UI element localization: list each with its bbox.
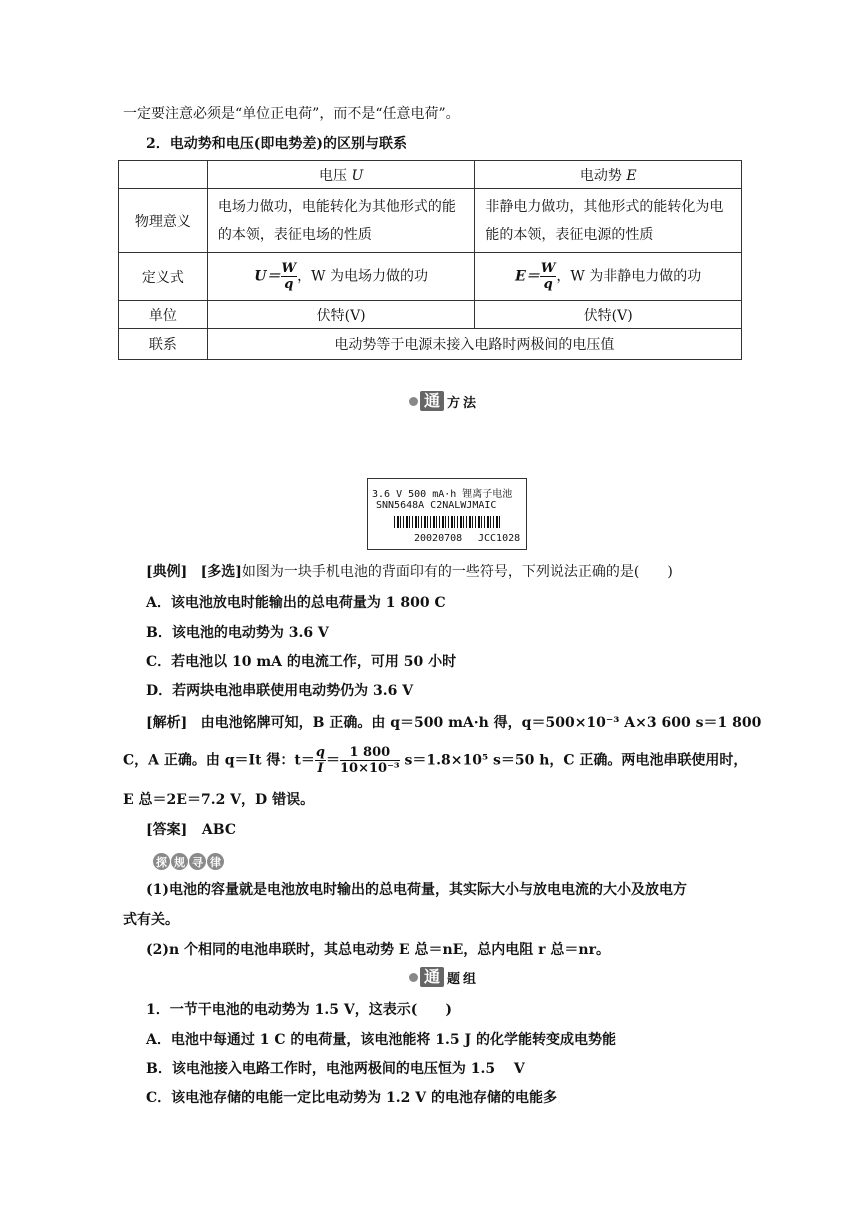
method-badge: 通 方法 — [409, 391, 479, 411]
exercise-question: 1．一节干电池的电动势为 1.5 V，这表示( ) — [146, 1002, 452, 1018]
option-a: A．该电池放电时能输出的总电荷量为 1 800 C — [146, 595, 446, 611]
barcode-icon — [394, 516, 500, 528]
exercise-option-a: A．电池中每通过 1 C 的电荷量，该电池能将 1.5 J 的化学能转变成电势能 — [146, 1032, 616, 1048]
emf-meaning: 非静电力做功，其他形式的能转化为电能的本领，表征电源的性质 — [475, 189, 742, 253]
answer-line: [答案] ABC — [146, 822, 236, 838]
fraction: $\frac{q}{I}$ — [315, 745, 325, 776]
intro-line: 一定要注意必须是“单位正电荷”，而不是“任意电荷”。 — [123, 106, 460, 122]
bullet-icon — [409, 973, 418, 982]
group-badge: 通 题组 — [409, 967, 479, 987]
battery-spec: 3.6 V 500 mA·h 锂离子电池 — [372, 489, 513, 500]
rule-text: (2)n 个相同的电池串联时，其总电动势 E 总＝nE，总内电阻 r 总＝nr。 — [146, 942, 610, 958]
battery-code: JCC1028 — [478, 533, 521, 544]
table-row — [119, 329, 742, 360]
option-d: D．若两块电池串联使用电动势仍为 3.6 V — [146, 683, 414, 699]
row-label: 定义式 — [119, 253, 208, 301]
header-emf: 电动势 E — [475, 161, 742, 189]
row-label: 物理意义 — [119, 189, 208, 253]
table-corner-cell — [119, 161, 208, 189]
row-label: 单位 — [119, 301, 208, 329]
battery-serial: SNN5648A C2NALWJMAIC — [376, 500, 497, 511]
battery-label-image — [367, 478, 527, 550]
row-label: 联系 — [119, 329, 208, 360]
voltage-meaning: 电场力做功，电能转化为其他形式的能的本领，表征电场的性质 — [207, 189, 475, 253]
voltage-definition: U＝ $\frac{W}{q}$ ，W 为电场力做的功 — [207, 253, 475, 301]
rule-text: (1)电池的容量就是电池放电时输出的总电荷量，其实际大小与放电电流的大小及放电方 — [146, 882, 687, 898]
voltage-unit: 伏特(V) — [207, 301, 475, 329]
fraction: $\frac{W}{q}$ — [540, 261, 556, 292]
analysis-line: [解析] 由电池铭牌可知，B 正确。由 q＝500 mA·h 得，q＝500×10⁻³ A×3 600 s＝1 800 — [146, 715, 762, 731]
bullet-icon — [409, 397, 418, 406]
table-row — [119, 301, 742, 329]
analysis-line: E 总＝2E＝7.2 V，D 错误。 — [123, 792, 315, 808]
emf-definition: E＝ $\frac{W}{q}$ ，W 为非静电力做的功 — [475, 253, 742, 301]
table-header-row — [119, 161, 742, 189]
option-c: C．若电池以 10 mA 的电流工作，可用 50 小时 — [146, 654, 457, 670]
emf-unit: 伏特(V) — [475, 301, 742, 329]
link-text: 电动势等于电源未接入电路时两极间的电压值 — [207, 329, 741, 360]
exercise-option-c: C．该电池存储的电能一定比电动势为 1.2 V 的电池存储的电能多 — [146, 1090, 557, 1106]
analysis-line: C，A 正确。由 q＝It 得：t＝ $\frac{q}{I}$ ＝ $\frac{1 800}{\text{10×10⁻³}}$ s＝1.8×10⁵ s＝50 h，C 正确。两电池串联使用时， — [123, 745, 748, 776]
option-b: B．该电池的电动势为 3.6 V — [146, 625, 329, 641]
example-question: [典例] [多选]如图为一块手机电池的背面印有的一些符号，下列说法正确的是( ) — [146, 564, 673, 580]
rule-text: 式有关。 — [123, 912, 179, 928]
header-voltage: 电压 U — [207, 161, 475, 189]
fraction: $\frac{W}{q}$ — [281, 261, 297, 292]
battery-date: 20020708 — [414, 533, 463, 544]
table-row — [119, 189, 742, 253]
exercise-option-b: B．该电池接入电路工作时，电池两极间的电压恒为 1.5 V — [146, 1061, 525, 1077]
table-row — [119, 253, 742, 301]
fraction: $\frac{1 800}{\text{10×10⁻³}}$ — [340, 745, 400, 776]
section-title: 2．电动势和电压(即电势差)的区别与联系 — [146, 136, 407, 152]
comparison-table — [118, 160, 742, 360]
rule-badge: 探 规 寻 律 — [153, 853, 225, 870]
